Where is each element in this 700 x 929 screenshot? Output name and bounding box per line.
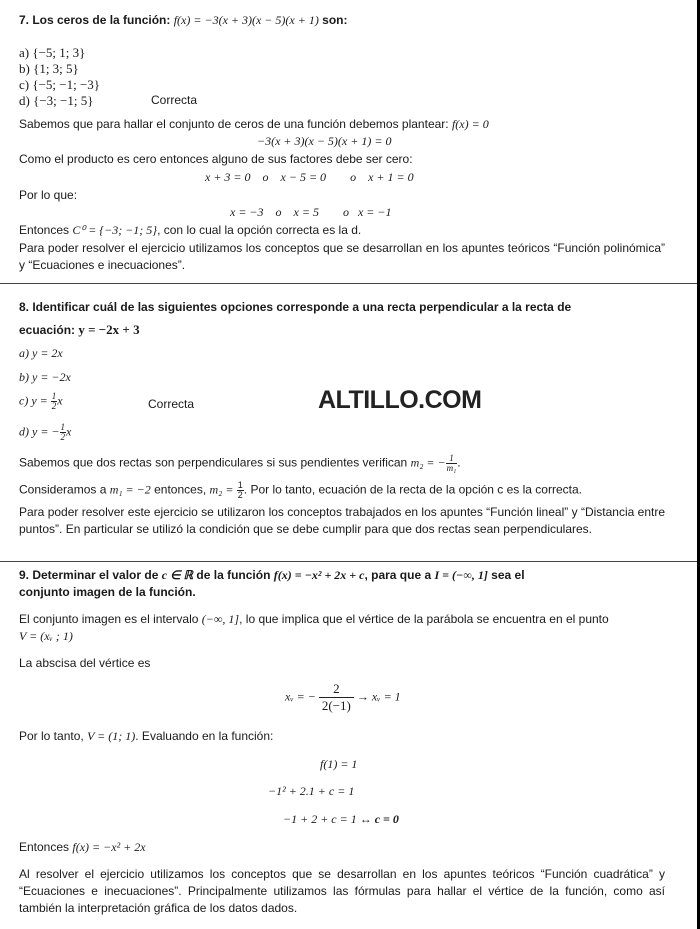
q9-line-4: Entonces f(x) = −x² + 2x [19, 840, 146, 854]
q7-line-1: Sabemos que para hallar el conjunto de ceros de una función debemos plantear: f(x) = 0 [19, 117, 489, 131]
q7-equation-2: x + 3 = 0 o x − 5 = 0 o x + 1 = 0 [205, 170, 414, 184]
q9-vertex-formula: V = (xᵥ ; 1) [19, 629, 73, 643]
q8-correct-label: Correcta [148, 397, 195, 411]
q8-line-2: Consideramos a m₁ = −2 entonces, m₂ = $\frac{1}{2}$ . Por lo tanto, ecuación de la recta de la opción c es la correcta. [19, 480, 582, 500]
q7-option-c: c) {−5; −1; −3} [19, 77, 101, 92]
q9-vertex-equation: xᵥ = − $\frac{2}{2(-1)}$ → xᵥ = 1 [285, 681, 401, 713]
divider-q7-q8 [0, 283, 697, 284]
altillo-watermark: ALTILLO.COM [318, 386, 482, 414]
q9-line-2: La abscisa del vértice es [19, 656, 151, 670]
q7-line-4: Entonces C⁰ = {−3; −1; 5}, con lo cual la opción correcta es la d. [19, 223, 362, 237]
q9-eval-3: −1 + 2 + c = 1 ↔ c = 0 [283, 812, 399, 826]
q8-paragraph: Para poder resolver este ejercicio se utilizaron los conceptos trabajados en los apuntes “Función lineal” y “Distancia entre puntos”. En particular se utilizó la condición que se debe cumplir para que dos rectas sean perpendiculares. [19, 505, 665, 536]
q8-line-1: Sabemos que dos rectas son perpendiculares si sus pendientes verifican m₂ = − $\frac{1}{\text{m₁}}$ . [19, 453, 461, 473]
q7-equation-1: −3(x + 3)(x − 5)(x + 1) = 0 [257, 134, 392, 148]
q8-option-d: d) y = − $\frac{1}{2}$ x [19, 422, 72, 442]
q7-option-d: d) {−3; −1; 5} [19, 93, 94, 108]
q7-correct-label: Correcta [151, 93, 198, 107]
q9-eval-1: f(1) = 1 [320, 757, 358, 771]
q8-option-b: b) y = −2x [19, 370, 71, 384]
q7-function-formula: f(x) = −3(x + 3)(x − 5)(x + 1) [173, 13, 319, 27]
q8-option-a: a) y = 2x [19, 346, 63, 360]
q7-paragraph: Para poder resolver el ejercicio utilizamos los conceptos que se desarrollan en los apuntes teóricos “Función polinómica” y “Ecuaciones e inecuaciones”. [19, 241, 665, 272]
q9-title-line-2: conjunto imagen de la función. [19, 585, 196, 599]
q9-eval-2: −1² + 2.1 + c = 1 [268, 784, 355, 798]
q7-line-2: Como el producto es cero entonces alguno de sus factores debe ser cero: [19, 152, 413, 166]
q8-option-c: c) y = $\frac{1}{2}$ x [19, 391, 63, 411]
q7-title: 7. Los ceros de la función: f(x) = −3(x + 3)(x − 5)(x + 1) son: [19, 13, 348, 27]
q7-equation-3: x = −3 o x = 5 o x = −1 [230, 205, 392, 219]
q8-title: 8. Identificar cuál de las siguientes opciones corresponde a una recta perpendicular a la recta de [19, 300, 572, 314]
q8-title-line-2: ecuación: y = −2x + 3 [19, 322, 140, 337]
q7-option-b: b) {1; 3; 5} [19, 61, 79, 76]
q7-option-a: a) {−5; 1; 3} [19, 45, 86, 60]
q9-title: 9. Determinar el valor de c ∈ ℝ de la función f(x) = −x² + 2x + c, para que a I = (−∞, 1] sea el [19, 568, 525, 582]
divider-q8-q9 [0, 561, 697, 562]
q7-line-3: Por lo que: [19, 188, 78, 202]
q9-line-1: El conjunto imagen es el intervalo (−∞, 1], lo que implica que el vértice de la parábola se encuentra en el punto [19, 612, 609, 626]
q9-paragraph: Al resolver el ejercicio utilizamos los conceptos que se desarrollan en los apuntes teóricos “Función cuadrática” y “Ecuaciones e inecuaciones”. Principalmente utilizamos las fórmulas para hallar el vértice de la función, como así también la interpretación gráfica de los datos dados. [19, 867, 665, 915]
q9-line-3: Por lo tanto, V = (1; 1). Evaluando en la función: [19, 729, 274, 743]
